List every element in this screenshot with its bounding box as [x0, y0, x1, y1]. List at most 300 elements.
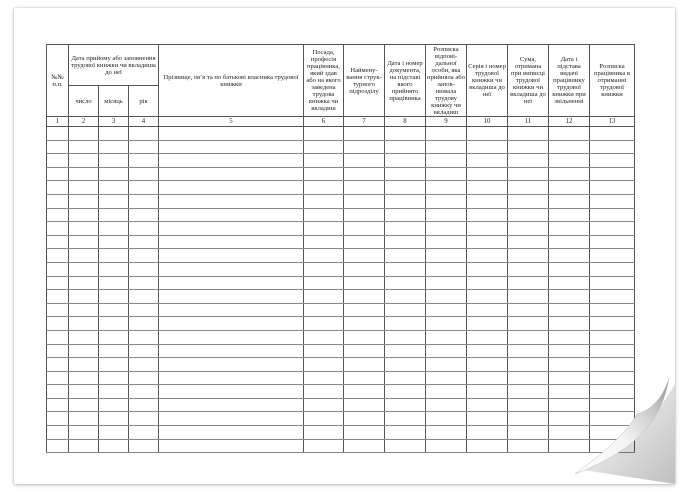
table-cell[interactable] — [304, 358, 344, 372]
table-cell[interactable] — [47, 439, 69, 453]
table-cell[interactable] — [426, 426, 467, 440]
table-cell[interactable] — [467, 208, 508, 222]
table-cell[interactable] — [69, 208, 99, 222]
table-cell[interactable] — [69, 222, 99, 236]
table-cell[interactable] — [47, 194, 69, 208]
table-cell[interactable] — [344, 303, 385, 317]
table-cell[interactable] — [47, 385, 69, 399]
table-cell[interactable] — [467, 398, 508, 412]
table-cell[interactable] — [99, 426, 129, 440]
table-cell[interactable] — [508, 140, 549, 154]
table-cell[interactable] — [590, 262, 635, 276]
table-cell[interactable] — [304, 290, 344, 304]
table-cell[interactable] — [344, 330, 385, 344]
table-cell[interactable] — [69, 276, 99, 290]
table-cell[interactable] — [508, 303, 549, 317]
table-cell[interactable] — [385, 276, 426, 290]
table-cell[interactable] — [159, 208, 304, 222]
table-cell[interactable] — [304, 412, 344, 426]
table-cell[interactable] — [304, 426, 344, 440]
table-cell[interactable] — [426, 249, 467, 263]
table-cell[interactable] — [69, 249, 99, 263]
table-cell[interactable] — [129, 303, 159, 317]
table-cell[interactable] — [426, 222, 467, 236]
table-cell[interactable] — [47, 412, 69, 426]
table-cell[interactable] — [467, 412, 508, 426]
table-cell[interactable] — [99, 181, 129, 195]
table-cell[interactable] — [508, 290, 549, 304]
table-cell[interactable] — [69, 317, 99, 331]
table-cell[interactable] — [69, 398, 99, 412]
table-cell[interactable] — [47, 140, 69, 154]
table-cell[interactable] — [69, 439, 99, 453]
table-cell[interactable] — [467, 317, 508, 331]
table-cell[interactable] — [385, 127, 426, 141]
table-cell[interactable] — [590, 303, 635, 317]
table-cell[interactable] — [385, 385, 426, 399]
table-cell[interactable] — [159, 330, 304, 344]
table-cell[interactable] — [426, 439, 467, 453]
table-cell[interactable] — [304, 344, 344, 358]
table-cell[interactable] — [344, 194, 385, 208]
table-cell[interactable] — [344, 262, 385, 276]
table-cell[interactable] — [344, 371, 385, 385]
table-cell[interactable] — [99, 371, 129, 385]
table-cell[interactable] — [304, 249, 344, 263]
table-cell[interactable] — [467, 371, 508, 385]
table-cell[interactable] — [159, 303, 304, 317]
table-cell[interactable] — [129, 398, 159, 412]
table-cell[interactable] — [426, 330, 467, 344]
table-cell[interactable] — [47, 398, 69, 412]
table-cell[interactable] — [304, 398, 344, 412]
table-cell[interactable] — [69, 344, 99, 358]
table-cell[interactable] — [129, 385, 159, 399]
table-cell[interactable] — [385, 194, 426, 208]
table-cell[interactable] — [159, 181, 304, 195]
table-cell[interactable] — [467, 290, 508, 304]
table-cell[interactable] — [304, 208, 344, 222]
table-cell[interactable] — [549, 358, 590, 372]
table-cell[interactable] — [304, 371, 344, 385]
table-cell[interactable] — [304, 439, 344, 453]
table-cell[interactable] — [426, 276, 467, 290]
table-cell[interactable] — [47, 290, 69, 304]
table-cell[interactable] — [590, 181, 635, 195]
table-cell[interactable] — [508, 330, 549, 344]
table-cell[interactable] — [426, 358, 467, 372]
table-cell[interactable] — [344, 167, 385, 181]
table-cell[interactable] — [385, 344, 426, 358]
table-cell[interactable] — [508, 235, 549, 249]
table-cell[interactable] — [159, 194, 304, 208]
table-cell[interactable] — [508, 317, 549, 331]
table-cell[interactable] — [590, 235, 635, 249]
table-cell[interactable] — [69, 235, 99, 249]
table-cell[interactable] — [590, 154, 635, 168]
table-cell[interactable] — [508, 276, 549, 290]
table-cell[interactable] — [47, 371, 69, 385]
table-cell[interactable] — [549, 235, 590, 249]
table-cell[interactable] — [508, 154, 549, 168]
table-cell[interactable] — [426, 235, 467, 249]
table-cell[interactable] — [129, 208, 159, 222]
table-cell[interactable] — [47, 303, 69, 317]
table-cell[interactable] — [590, 140, 635, 154]
table-cell[interactable] — [99, 412, 129, 426]
table-cell[interactable] — [159, 154, 304, 168]
table-cell[interactable] — [159, 412, 304, 426]
table-cell[interactable] — [99, 167, 129, 181]
table-cell[interactable] — [47, 208, 69, 222]
table-cell[interactable] — [47, 344, 69, 358]
table-cell[interactable] — [47, 154, 69, 168]
table-cell[interactable] — [159, 127, 304, 141]
table-cell[interactable] — [590, 208, 635, 222]
table-cell[interactable] — [344, 358, 385, 372]
table-cell[interactable] — [549, 154, 590, 168]
table-cell[interactable] — [304, 167, 344, 181]
table-cell[interactable] — [590, 249, 635, 263]
table-cell[interactable] — [129, 140, 159, 154]
table-cell[interactable] — [129, 330, 159, 344]
table-cell[interactable] — [508, 371, 549, 385]
table-cell[interactable] — [99, 262, 129, 276]
table-cell[interactable] — [99, 276, 129, 290]
table-cell[interactable] — [99, 317, 129, 331]
table-cell[interactable] — [385, 439, 426, 453]
table-cell[interactable] — [344, 208, 385, 222]
table-cell[interactable] — [385, 235, 426, 249]
table-cell[interactable] — [69, 140, 99, 154]
table-cell[interactable] — [426, 385, 467, 399]
table-cell[interactable] — [99, 344, 129, 358]
table-cell[interactable] — [47, 235, 69, 249]
table-cell[interactable] — [304, 194, 344, 208]
table-cell[interactable] — [549, 222, 590, 236]
table-cell[interactable] — [385, 290, 426, 304]
table-cell[interactable] — [508, 222, 549, 236]
table-cell[interactable] — [99, 127, 129, 141]
table-cell[interactable] — [69, 262, 99, 276]
table-cell[interactable] — [47, 222, 69, 236]
table-cell[interactable] — [69, 303, 99, 317]
table-cell[interactable] — [385, 249, 426, 263]
table-cell[interactable] — [385, 208, 426, 222]
table-cell[interactable] — [129, 222, 159, 236]
table-cell[interactable] — [426, 290, 467, 304]
table-cell[interactable] — [344, 344, 385, 358]
table-cell[interactable] — [344, 398, 385, 412]
table-cell[interactable] — [159, 385, 304, 399]
table-cell[interactable] — [508, 249, 549, 263]
table-cell[interactable] — [467, 222, 508, 236]
table-cell[interactable] — [426, 303, 467, 317]
table-cell[interactable] — [385, 412, 426, 426]
table-cell[interactable] — [159, 358, 304, 372]
table-cell[interactable] — [426, 371, 467, 385]
table-cell[interactable] — [426, 317, 467, 331]
table-cell[interactable] — [129, 426, 159, 440]
table-cell[interactable] — [549, 303, 590, 317]
table-cell[interactable] — [159, 235, 304, 249]
table-cell[interactable] — [590, 358, 635, 372]
table-cell[interactable] — [99, 140, 129, 154]
table-cell[interactable] — [129, 127, 159, 141]
table-cell[interactable] — [508, 181, 549, 195]
table-cell[interactable] — [549, 208, 590, 222]
table-cell[interactable] — [344, 426, 385, 440]
table-cell[interactable] — [159, 398, 304, 412]
table-cell[interactable] — [304, 127, 344, 141]
table-cell[interactable] — [467, 344, 508, 358]
table-cell[interactable] — [549, 167, 590, 181]
table-cell[interactable] — [69, 127, 99, 141]
table-cell[interactable] — [467, 439, 508, 453]
table-cell[interactable] — [549, 317, 590, 331]
table-cell[interactable] — [467, 426, 508, 440]
table-cell[interactable] — [99, 208, 129, 222]
table-cell[interactable] — [344, 385, 385, 399]
table-cell[interactable] — [99, 249, 129, 263]
table-cell[interactable] — [549, 290, 590, 304]
table-cell[interactable] — [549, 330, 590, 344]
table-cell[interactable] — [304, 303, 344, 317]
table-cell[interactable] — [426, 262, 467, 276]
table-cell[interactable] — [304, 317, 344, 331]
table-cell[interactable] — [69, 167, 99, 181]
table-cell[interactable] — [426, 140, 467, 154]
table-cell[interactable] — [159, 262, 304, 276]
table-cell[interactable] — [549, 262, 590, 276]
table-cell[interactable] — [159, 222, 304, 236]
table-cell[interactable] — [304, 181, 344, 195]
table-cell[interactable] — [304, 276, 344, 290]
table-cell[interactable] — [99, 154, 129, 168]
table-cell[interactable] — [385, 181, 426, 195]
table-cell[interactable] — [549, 194, 590, 208]
table-cell[interactable] — [467, 358, 508, 372]
table-cell[interactable] — [590, 276, 635, 290]
table-cell[interactable] — [47, 330, 69, 344]
table-cell[interactable] — [129, 154, 159, 168]
table-cell[interactable] — [467, 235, 508, 249]
table-cell[interactable] — [385, 222, 426, 236]
table-cell[interactable] — [508, 358, 549, 372]
table-cell[interactable] — [129, 439, 159, 453]
table-cell[interactable] — [99, 194, 129, 208]
table-cell[interactable] — [159, 276, 304, 290]
table-cell[interactable] — [304, 262, 344, 276]
table-cell[interactable] — [344, 276, 385, 290]
table-cell[interactable] — [129, 194, 159, 208]
table-cell[interactable] — [385, 140, 426, 154]
table-cell[interactable] — [129, 358, 159, 372]
table-cell[interactable] — [508, 426, 549, 440]
table-cell[interactable] — [129, 276, 159, 290]
table-cell[interactable] — [99, 398, 129, 412]
table-cell[interactable] — [129, 317, 159, 331]
table-cell[interactable] — [304, 385, 344, 399]
table-cell[interactable] — [385, 167, 426, 181]
table-cell[interactable] — [69, 290, 99, 304]
table-cell[interactable] — [549, 276, 590, 290]
table-cell[interactable] — [590, 290, 635, 304]
table-cell[interactable] — [47, 358, 69, 372]
table-cell[interactable] — [549, 140, 590, 154]
table-cell[interactable] — [129, 344, 159, 358]
table-cell[interactable] — [508, 262, 549, 276]
table-cell[interactable] — [69, 181, 99, 195]
table-cell[interactable] — [590, 344, 635, 358]
table-cell[interactable] — [385, 317, 426, 331]
table-cell[interactable] — [129, 249, 159, 263]
table-cell[interactable] — [47, 426, 69, 440]
table-cell[interactable] — [508, 344, 549, 358]
table-cell[interactable] — [344, 154, 385, 168]
table-cell[interactable] — [99, 222, 129, 236]
table-cell[interactable] — [508, 167, 549, 181]
table-cell[interactable] — [129, 371, 159, 385]
table-cell[interactable] — [590, 317, 635, 331]
table-cell[interactable] — [467, 140, 508, 154]
table-cell[interactable] — [426, 194, 467, 208]
table-cell[interactable] — [508, 398, 549, 412]
table-cell[interactable] — [129, 412, 159, 426]
table-cell[interactable] — [467, 330, 508, 344]
table-cell[interactable] — [304, 154, 344, 168]
table-cell[interactable] — [467, 249, 508, 263]
table-cell[interactable] — [467, 181, 508, 195]
table-cell[interactable] — [69, 358, 99, 372]
table-cell[interactable] — [590, 167, 635, 181]
table-cell[interactable] — [159, 140, 304, 154]
table-cell[interactable] — [99, 330, 129, 344]
table-cell[interactable] — [129, 235, 159, 249]
table-cell[interactable] — [385, 303, 426, 317]
table-cell[interactable] — [304, 140, 344, 154]
table-cell[interactable] — [159, 426, 304, 440]
table-cell[interactable] — [344, 249, 385, 263]
table-cell[interactable] — [99, 235, 129, 249]
table-cell[interactable] — [69, 426, 99, 440]
table-cell[interactable] — [508, 412, 549, 426]
table-cell[interactable] — [467, 276, 508, 290]
table-cell[interactable] — [549, 181, 590, 195]
table-cell[interactable] — [426, 398, 467, 412]
table-cell[interactable] — [385, 330, 426, 344]
table-cell[interactable] — [69, 154, 99, 168]
table-cell[interactable] — [159, 249, 304, 263]
table-cell[interactable] — [467, 385, 508, 399]
table-cell[interactable] — [426, 412, 467, 426]
table-cell[interactable] — [69, 412, 99, 426]
table-cell[interactable] — [159, 371, 304, 385]
table-cell[interactable] — [69, 385, 99, 399]
table-cell[interactable] — [385, 398, 426, 412]
table-cell[interactable] — [99, 303, 129, 317]
table-cell[interactable] — [304, 222, 344, 236]
table-cell[interactable] — [47, 262, 69, 276]
table-cell[interactable] — [47, 317, 69, 331]
table-cell[interactable] — [129, 262, 159, 276]
table-cell[interactable] — [590, 127, 635, 141]
table-cell[interactable] — [344, 181, 385, 195]
table-cell[interactable] — [508, 439, 549, 453]
table-cell[interactable] — [344, 222, 385, 236]
table-cell[interactable] — [344, 235, 385, 249]
table-cell[interactable] — [467, 154, 508, 168]
table-cell[interactable] — [467, 303, 508, 317]
table-cell[interactable] — [129, 181, 159, 195]
table-cell[interactable] — [159, 167, 304, 181]
table-cell[interactable] — [344, 140, 385, 154]
table-cell[interactable] — [426, 127, 467, 141]
table-cell[interactable] — [344, 127, 385, 141]
table-cell[interactable] — [99, 290, 129, 304]
table-cell[interactable] — [467, 194, 508, 208]
table-cell[interactable] — [159, 290, 304, 304]
table-cell[interactable] — [304, 235, 344, 249]
table-cell[interactable] — [385, 154, 426, 168]
table-cell[interactable] — [385, 426, 426, 440]
table-cell[interactable] — [344, 439, 385, 453]
table-cell[interactable] — [47, 181, 69, 195]
table-cell[interactable] — [549, 344, 590, 358]
table-cell[interactable] — [590, 194, 635, 208]
table-cell[interactable] — [426, 167, 467, 181]
table-cell[interactable] — [159, 439, 304, 453]
table-cell[interactable] — [549, 127, 590, 141]
table-cell[interactable] — [99, 439, 129, 453]
table-cell[interactable] — [47, 127, 69, 141]
table-cell[interactable] — [467, 127, 508, 141]
table-cell[interactable] — [426, 208, 467, 222]
table-cell[interactable] — [69, 371, 99, 385]
table-cell[interactable] — [129, 290, 159, 304]
table-cell[interactable] — [508, 208, 549, 222]
table-cell[interactable] — [69, 330, 99, 344]
table-cell[interactable] — [344, 317, 385, 331]
table-cell[interactable] — [508, 127, 549, 141]
table-cell[interactable] — [385, 371, 426, 385]
table-cell[interactable] — [69, 194, 99, 208]
table-cell[interactable] — [426, 154, 467, 168]
table-cell[interactable] — [159, 344, 304, 358]
table-cell[interactable] — [385, 358, 426, 372]
table-cell[interactable] — [426, 181, 467, 195]
table-cell[interactable] — [99, 358, 129, 372]
table-cell[interactable] — [159, 317, 304, 331]
table-cell[interactable] — [344, 412, 385, 426]
table-cell[interactable] — [99, 385, 129, 399]
table-cell[interactable] — [385, 262, 426, 276]
table-cell[interactable] — [344, 290, 385, 304]
table-cell[interactable] — [508, 385, 549, 399]
table-cell[interactable] — [47, 249, 69, 263]
table-cell[interactable] — [304, 330, 344, 344]
table-cell[interactable] — [590, 222, 635, 236]
table-cell[interactable] — [129, 167, 159, 181]
table-cell[interactable] — [467, 262, 508, 276]
table-cell[interactable] — [426, 344, 467, 358]
table-cell[interactable] — [467, 167, 508, 181]
table-cell[interactable] — [549, 249, 590, 263]
table-cell[interactable] — [590, 330, 635, 344]
table-cell[interactable] — [47, 167, 69, 181]
table-cell[interactable] — [508, 194, 549, 208]
table-cell[interactable] — [47, 276, 69, 290]
